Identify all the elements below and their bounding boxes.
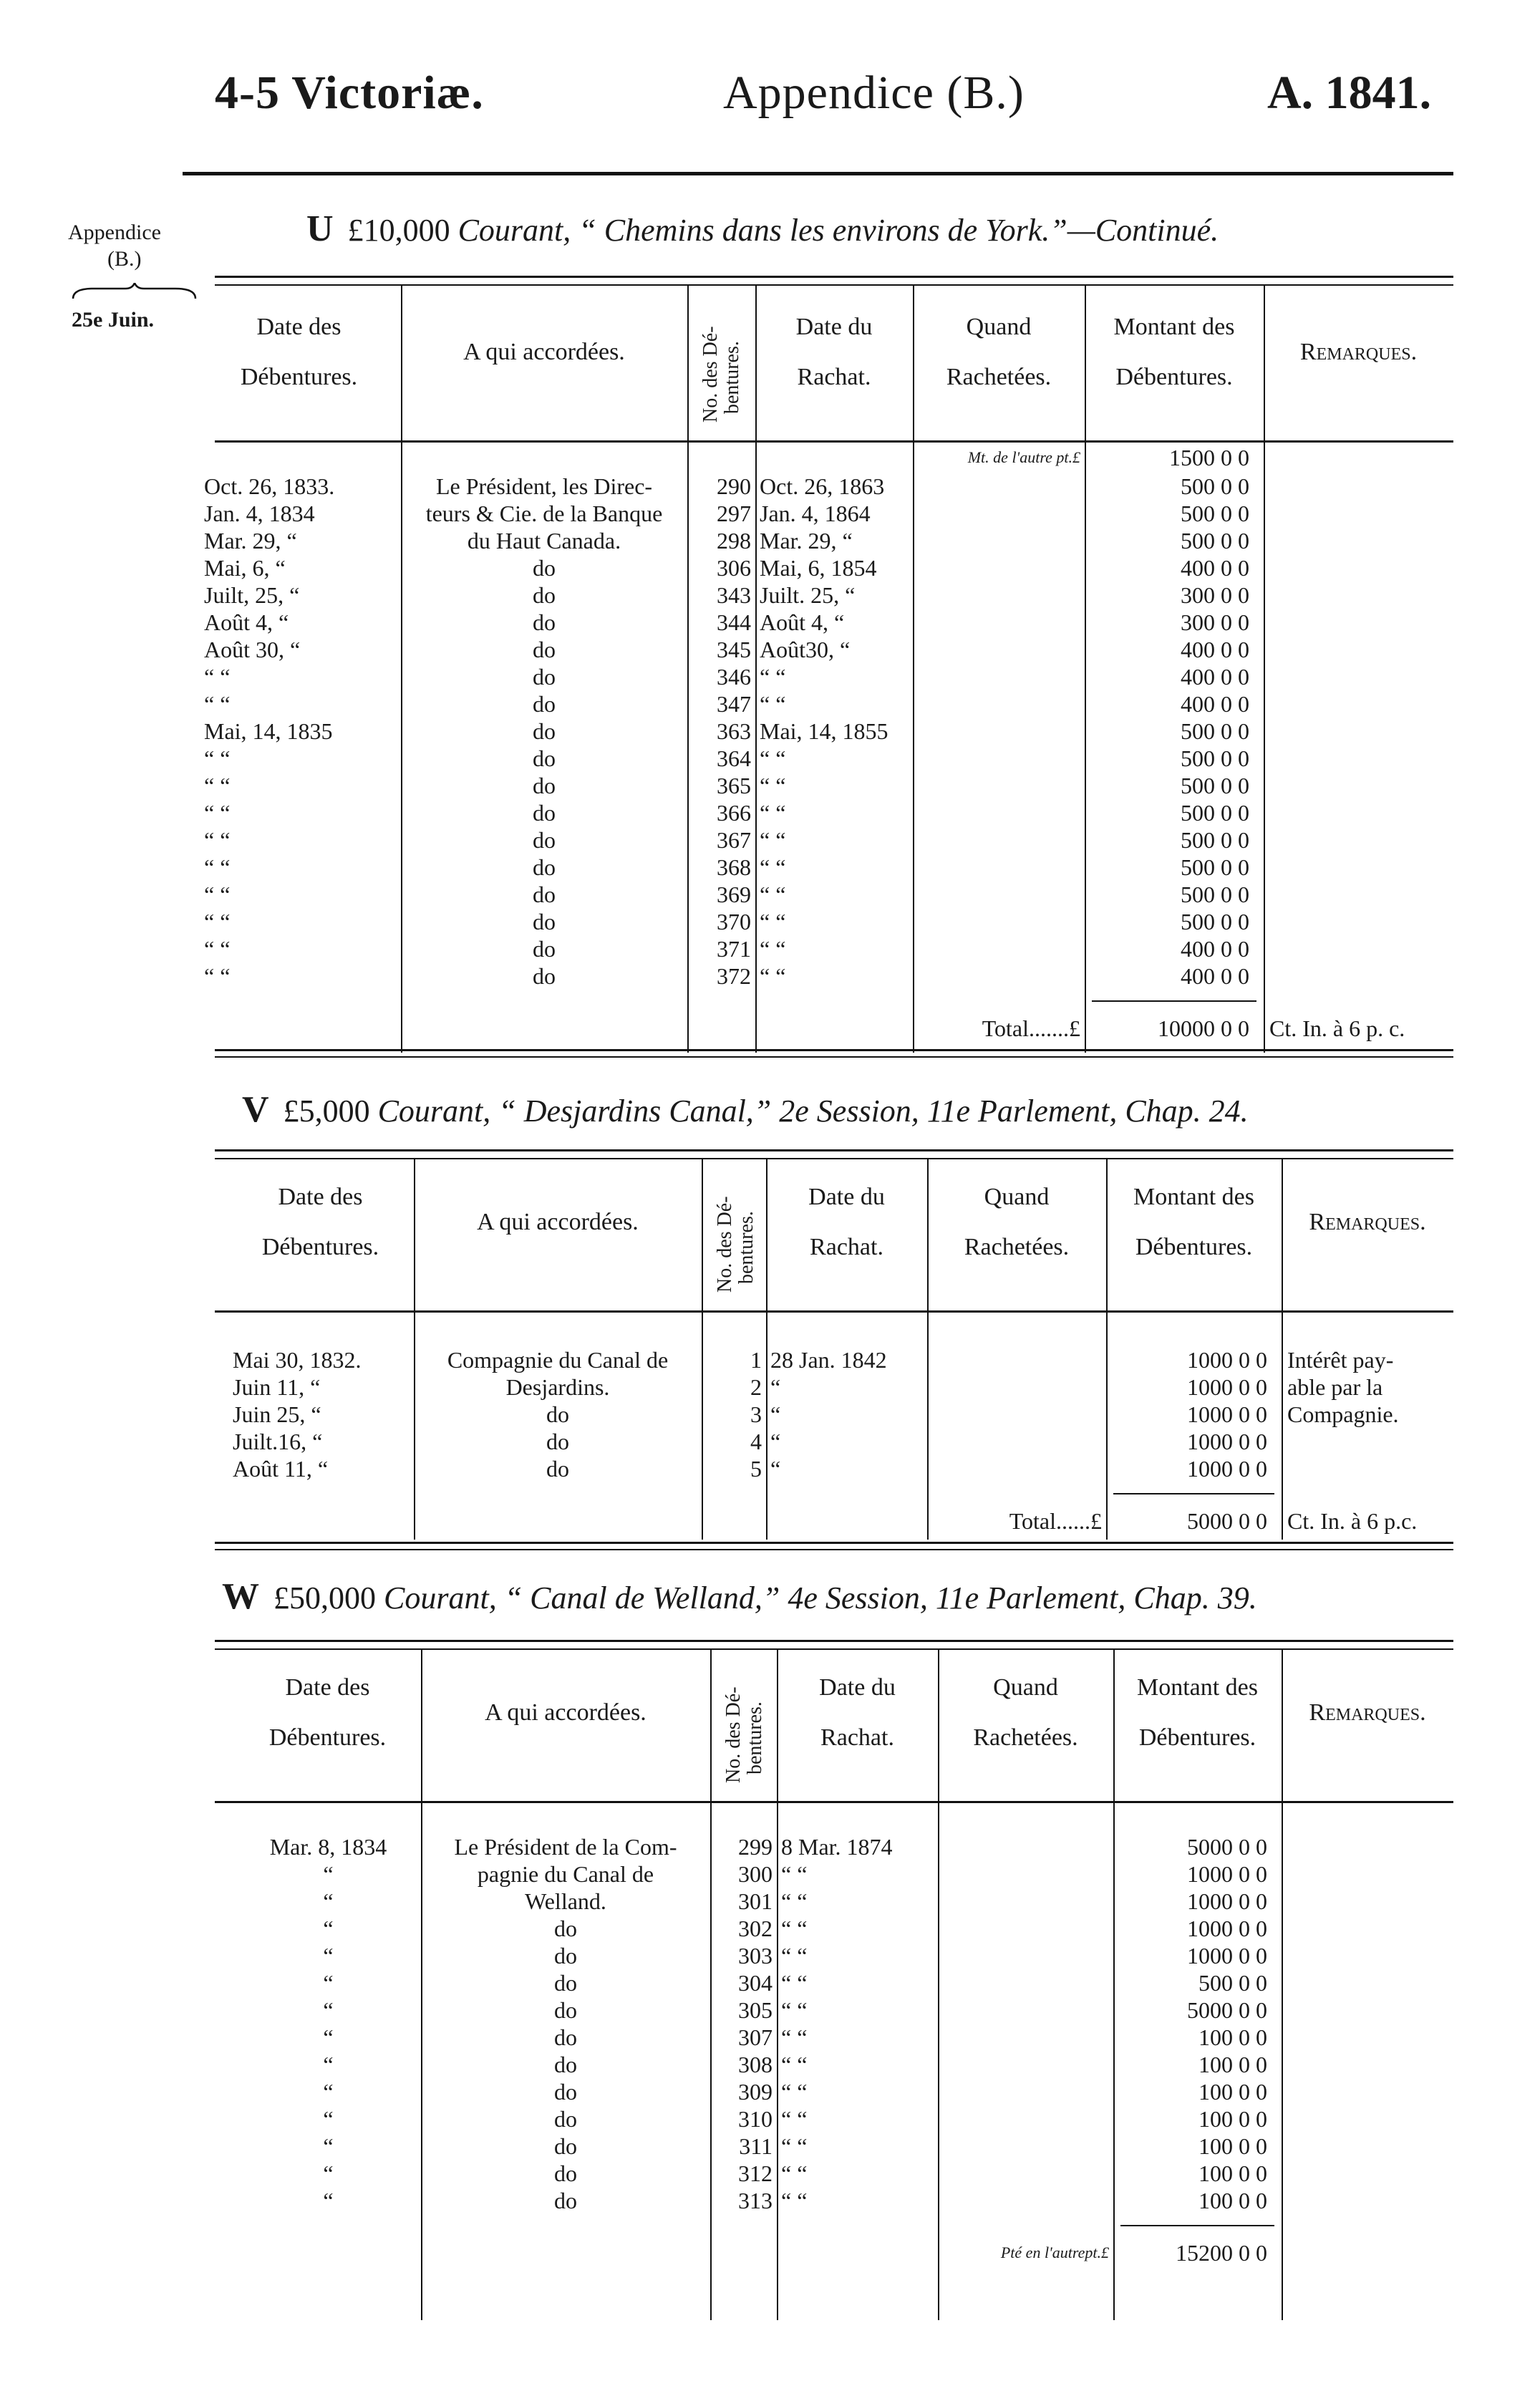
col-head-date-line2: Débentures. bbox=[261, 1234, 379, 1260]
row-date: Août 30, “ bbox=[204, 637, 301, 662]
col-head-no-line2: bentures. bbox=[744, 1701, 766, 1774]
row-rachat: Août 4, “ bbox=[760, 609, 845, 635]
row-rachat: “ “ bbox=[760, 664, 786, 690]
table-top-rule-2 bbox=[215, 1158, 1453, 1159]
row-qui: do bbox=[554, 2188, 577, 2213]
row-qui: do bbox=[533, 936, 556, 962]
col-head-qui bbox=[421, 1701, 710, 1725]
row-no: 368 bbox=[717, 854, 751, 880]
row-montant: 400 0 0 bbox=[1181, 963, 1249, 989]
column-divider bbox=[1282, 1650, 1283, 2320]
row-no: 303 bbox=[738, 1943, 773, 1969]
total-rule bbox=[1092, 1000, 1256, 1002]
row-montant: 100 0 0 bbox=[1198, 2188, 1267, 2213]
row-qui: Le Président de la Com- bbox=[454, 1834, 677, 1860]
row-qui: Le Président, les Direc- bbox=[435, 473, 653, 499]
header-bottom-rule bbox=[215, 1310, 1453, 1313]
row-date: “ “ bbox=[204, 963, 231, 989]
section-title bbox=[306, 208, 1219, 250]
col-head-rachat-line1: Date du bbox=[795, 314, 873, 340]
col-head-no-line1: No. des Dé- bbox=[714, 1196, 736, 1293]
col-head-montant-line1: Montant des bbox=[1136, 1674, 1259, 1701]
row-montant: 500 0 0 bbox=[1181, 473, 1249, 499]
row-no: 307 bbox=[738, 2024, 773, 2050]
row-rachat: “ “ bbox=[781, 2106, 808, 2132]
row-montant: 500 0 0 bbox=[1181, 718, 1249, 744]
row-no: 311 bbox=[739, 2133, 773, 2159]
row-montant: 500 0 0 bbox=[1181, 854, 1249, 880]
row-no: 365 bbox=[717, 773, 751, 798]
row-qui: do bbox=[554, 1916, 577, 1941]
row-rachat: “ “ bbox=[760, 909, 786, 934]
total-remark: Ct. In. à 6 p. c. bbox=[1269, 1015, 1405, 1041]
section-letter: W bbox=[222, 1576, 259, 1617]
row-no: 2 bbox=[750, 1374, 762, 1400]
section-title-text: Courant, “ Canal de Welland,” 4e Session, 11e Parlement, Chap. 39. bbox=[384, 1580, 1257, 1615]
row-date: “ bbox=[323, 1997, 334, 2023]
row-no: 367 bbox=[717, 827, 751, 853]
row-date: “ bbox=[323, 2079, 334, 2105]
table-bottom-rule bbox=[215, 1049, 1453, 1051]
row-qui: Compagnie du Canal de bbox=[447, 1347, 669, 1373]
row-qui: do bbox=[533, 827, 556, 853]
row-rachat: “ “ bbox=[781, 2160, 808, 2186]
col-head-quand-line1: Quand bbox=[984, 1184, 1050, 1210]
col-head-no-line2: bentures. bbox=[735, 1211, 757, 1284]
row-no: 364 bbox=[717, 745, 751, 771]
row-rachat: “ “ bbox=[760, 882, 786, 907]
row-montant: 400 0 0 bbox=[1181, 936, 1249, 962]
row-no: 5 bbox=[750, 1456, 762, 1482]
row-montant: 100 0 0 bbox=[1198, 2079, 1267, 2105]
col-head-qui-line1: A qui accordées. bbox=[463, 339, 625, 365]
row-rachat: Juilt. 25, “ bbox=[760, 582, 856, 608]
row-qui: do bbox=[554, 2024, 577, 2050]
row-no: 1 bbox=[750, 1347, 762, 1373]
section-letter: V bbox=[242, 1089, 269, 1130]
row-date: “ “ bbox=[204, 882, 231, 907]
row-date: “ “ bbox=[204, 800, 231, 826]
header-bottom-rule bbox=[215, 1801, 1453, 1803]
row-rachat: “ “ bbox=[781, 2024, 808, 2050]
row-montant: 1000 0 0 bbox=[1187, 1943, 1267, 1969]
row-no: 306 bbox=[717, 555, 751, 581]
row-qui: do bbox=[554, 1970, 577, 1996]
col-head-date-line1: Date des bbox=[285, 1674, 370, 1701]
col-head-montant bbox=[1106, 1185, 1282, 1260]
row-qui: do bbox=[533, 909, 556, 934]
total-amount: 10000 0 0 bbox=[1158, 1015, 1249, 1041]
row-date: “ bbox=[323, 1970, 334, 1996]
row-montant: 500 0 0 bbox=[1198, 1970, 1267, 1996]
carry-forward-amount: 1500 0 0 bbox=[1169, 445, 1249, 470]
header-rule bbox=[183, 172, 1453, 175]
row-qui: pagnie du Canal de bbox=[477, 1861, 654, 1887]
col-head-qui bbox=[401, 340, 687, 364]
column-divider bbox=[938, 1650, 939, 2320]
row-date: Juilt.16, “ bbox=[233, 1429, 323, 1454]
row-qui: du Haut Canada. bbox=[467, 528, 621, 554]
col-head-date bbox=[229, 1185, 412, 1260]
column-divider bbox=[913, 286, 914, 1053]
row-no: 366 bbox=[717, 800, 751, 826]
page-header-center: Appendice (B.) bbox=[723, 67, 1025, 119]
col-head-date-line1: Date des bbox=[278, 1184, 363, 1210]
row-montant: 500 0 0 bbox=[1181, 528, 1249, 554]
row-montant: 500 0 0 bbox=[1181, 800, 1249, 826]
row-qui: do bbox=[533, 745, 556, 771]
row-montant: 300 0 0 bbox=[1181, 609, 1249, 635]
row-qui: do bbox=[533, 718, 556, 744]
row-montant: 100 0 0 bbox=[1198, 2160, 1267, 2186]
row-montant: 100 0 0 bbox=[1198, 2106, 1267, 2132]
col-head-no-line1: No. des Dé- bbox=[722, 1686, 745, 1783]
row-date: “ “ bbox=[204, 936, 231, 962]
remarks-line: Intérêt pay- bbox=[1287, 1347, 1394, 1373]
row-no: 346 bbox=[717, 664, 751, 690]
row-date: “ “ bbox=[204, 909, 231, 934]
row-date: Jan. 4, 1834 bbox=[204, 501, 315, 526]
row-date: Mar. 8, 1834 bbox=[269, 1834, 387, 1860]
row-rachat: “ bbox=[770, 1429, 781, 1454]
row-qui: do bbox=[533, 555, 556, 581]
column-divider bbox=[755, 286, 757, 1053]
page-header-right: A. 1841. bbox=[1267, 67, 1432, 119]
col-head-qui-line1: A qui accordées. bbox=[477, 1209, 639, 1235]
row-rachat: “ “ bbox=[760, 963, 786, 989]
row-no: 301 bbox=[738, 1888, 773, 1914]
col-head-remarques: Remarques. bbox=[1309, 1699, 1426, 1726]
total-amount: 15200 0 0 bbox=[1176, 2240, 1267, 2266]
section-title bbox=[222, 1575, 1257, 1618]
row-date: “ “ bbox=[204, 854, 231, 880]
row-montant: 1000 0 0 bbox=[1187, 1429, 1267, 1454]
total-remark: Ct. In. à 6 p.c. bbox=[1287, 1508, 1418, 1534]
row-rachat: Mar. 29, “ bbox=[760, 528, 853, 554]
row-date: Juin 25, “ bbox=[233, 1401, 321, 1427]
section-title-text: Courant, “ Desjardins Canal,” 2e Session, 11e Parlement, Chap. 24. bbox=[377, 1093, 1249, 1129]
row-rachat: “ “ bbox=[781, 2052, 808, 2077]
row-rachat: Mai, 14, 1855 bbox=[760, 718, 888, 744]
col-head-montant bbox=[1113, 1676, 1282, 1750]
row-qui: do bbox=[546, 1456, 569, 1482]
row-date: Mai, 14, 1835 bbox=[204, 718, 333, 744]
row-montant: 1000 0 0 bbox=[1187, 1861, 1267, 1887]
row-no: 308 bbox=[738, 2052, 773, 2077]
row-rachat: “ “ bbox=[781, 1997, 808, 2023]
row-qui: do bbox=[533, 882, 556, 907]
col-head-date-line1: Date des bbox=[256, 314, 342, 340]
row-qui: do bbox=[533, 691, 556, 717]
row-rachat: “ “ bbox=[781, 1970, 808, 1996]
row-montant: 100 0 0 bbox=[1198, 2052, 1267, 2077]
total-rule bbox=[1120, 2225, 1274, 2226]
col-head-quand-line2: Rachetées. bbox=[946, 364, 1052, 390]
row-qui: Desjardins. bbox=[505, 1374, 610, 1400]
row-rachat: “ bbox=[770, 1374, 781, 1400]
row-no: 305 bbox=[738, 1997, 773, 2023]
row-date: “ bbox=[323, 2160, 334, 2186]
row-no: 369 bbox=[717, 882, 751, 907]
col-head-date-line2: Débentures. bbox=[268, 1724, 387, 1751]
row-montant: 500 0 0 bbox=[1181, 745, 1249, 771]
row-no: 304 bbox=[738, 1970, 773, 1996]
row-montant: 1000 0 0 bbox=[1187, 1888, 1267, 1914]
col-head-montant-line2: Débentures. bbox=[1135, 1234, 1253, 1260]
table-top-rule-2 bbox=[215, 1648, 1453, 1650]
row-montant: 400 0 0 bbox=[1181, 555, 1249, 581]
col-head-quand-line1: Quand bbox=[993, 1674, 1058, 1701]
row-no: 370 bbox=[717, 909, 751, 934]
col-head-montant-line2: Débentures. bbox=[1115, 364, 1233, 390]
row-montant: 400 0 0 bbox=[1181, 664, 1249, 690]
col-head-quand bbox=[938, 1676, 1113, 1750]
col-head-montant-line1: Montant des bbox=[1133, 1184, 1255, 1210]
row-rachat: “ “ bbox=[781, 2133, 808, 2159]
row-no: 345 bbox=[717, 637, 751, 662]
row-no: 372 bbox=[717, 963, 751, 989]
total-label: Total......£ bbox=[1009, 1508, 1102, 1534]
row-rachat: Jan. 4, 1864 bbox=[760, 501, 871, 526]
row-rachat: “ “ bbox=[781, 2079, 808, 2105]
row-no: 371 bbox=[717, 936, 751, 962]
row-qui: do bbox=[554, 2079, 577, 2105]
row-montant: 1000 0 0 bbox=[1187, 1374, 1267, 1400]
col-head-date bbox=[200, 315, 397, 390]
row-qui: do bbox=[554, 2052, 577, 2077]
row-rachat: 8 Mar. 1874 bbox=[781, 1834, 893, 1860]
row-no: 313 bbox=[738, 2188, 773, 2213]
total-label: Pté en l'autrept.£ bbox=[1000, 2244, 1109, 2261]
row-montant: 100 0 0 bbox=[1198, 2024, 1267, 2050]
row-rachat: “ bbox=[770, 1456, 781, 1482]
row-qui: teurs & Cie. de la Banque bbox=[425, 501, 663, 526]
section-letter: U bbox=[306, 208, 334, 249]
row-qui: do bbox=[554, 2106, 577, 2132]
row-no: 299 bbox=[738, 1834, 773, 1860]
row-no: 3 bbox=[750, 1401, 762, 1427]
row-montant: 300 0 0 bbox=[1181, 582, 1249, 608]
row-montant: 400 0 0 bbox=[1181, 691, 1249, 717]
row-rachat: “ “ bbox=[760, 800, 786, 826]
row-qui: do bbox=[533, 664, 556, 690]
row-no: 310 bbox=[738, 2106, 773, 2132]
col-head-montant-line2: Débentures. bbox=[1138, 1724, 1256, 1751]
col-head-rachat-line1: Date du bbox=[819, 1674, 896, 1701]
section-title-text: Courant, “ Chemins dans les environs de York.”—Continué. bbox=[457, 213, 1219, 248]
col-head-remarques: Remarques. bbox=[1299, 339, 1418, 365]
row-montant: 500 0 0 bbox=[1181, 882, 1249, 907]
row-no: 347 bbox=[717, 691, 751, 717]
row-montant: 1000 0 0 bbox=[1187, 1916, 1267, 1941]
row-date: Mai 30, 1832. bbox=[233, 1347, 362, 1373]
row-qui: do bbox=[546, 1429, 569, 1454]
row-rachat: Oct. 26, 1863 bbox=[760, 473, 885, 499]
row-rachat: “ “ bbox=[781, 1916, 808, 1941]
margin-ref: (B.) bbox=[107, 247, 142, 271]
row-date: “ “ bbox=[204, 827, 231, 853]
row-montant: 100 0 0 bbox=[1198, 2133, 1267, 2159]
col-head-qui bbox=[414, 1210, 702, 1235]
row-date: “ bbox=[323, 2024, 334, 2050]
row-no: 309 bbox=[738, 2079, 773, 2105]
row-no: 298 bbox=[717, 528, 751, 554]
row-qui: do bbox=[533, 963, 556, 989]
row-date: Juin 11, “ bbox=[233, 1374, 321, 1400]
row-date: “ “ bbox=[204, 773, 231, 798]
section-amount: £50,000 bbox=[273, 1580, 384, 1615]
col-head-remarques: Remarques. bbox=[1309, 1209, 1426, 1235]
row-no: 344 bbox=[717, 609, 751, 635]
row-rachat: Mai, 6, 1854 bbox=[760, 555, 877, 581]
row-rachat: “ “ bbox=[760, 854, 786, 880]
table-bottom-rule bbox=[215, 1542, 1453, 1544]
col-head-rachat-line2: Rachat. bbox=[810, 1234, 883, 1260]
remarks-line: able par la bbox=[1287, 1374, 1383, 1400]
col-head-rachat-line1: Date du bbox=[808, 1184, 885, 1210]
row-montant: 500 0 0 bbox=[1181, 773, 1249, 798]
row-date: “ bbox=[323, 2133, 334, 2159]
table-top-rule bbox=[215, 1149, 1453, 1151]
total-amount: 5000 0 0 bbox=[1187, 1508, 1267, 1534]
row-date: Août 4, “ bbox=[204, 609, 289, 635]
row-montant: 500 0 0 bbox=[1181, 827, 1249, 853]
row-date: “ bbox=[323, 2188, 334, 2213]
row-rachat: “ “ bbox=[781, 1943, 808, 1969]
remarks-line: Compagnie. bbox=[1287, 1401, 1399, 1427]
row-rachat: “ “ bbox=[760, 936, 786, 962]
row-date: “ “ bbox=[204, 745, 231, 771]
margin-brace-icon bbox=[72, 283, 197, 301]
column-divider bbox=[777, 1650, 778, 2320]
row-rachat: “ bbox=[770, 1401, 781, 1427]
carry-forward-label: Mt. de l'autre pt.£ bbox=[967, 448, 1080, 466]
row-qui: do bbox=[533, 582, 556, 608]
col-head-date bbox=[236, 1676, 419, 1750]
col-head-quand-line1: Quand bbox=[966, 314, 1032, 340]
row-date: “ bbox=[323, 2106, 334, 2132]
row-qui: do bbox=[533, 637, 556, 662]
row-montant: 1000 0 0 bbox=[1187, 1456, 1267, 1482]
total-label: Total.......£ bbox=[982, 1015, 1080, 1041]
col-head-rachat bbox=[755, 315, 913, 390]
row-montant: 5000 0 0 bbox=[1187, 1834, 1267, 1860]
row-qui: do bbox=[554, 2133, 577, 2159]
row-date: Oct. 26, 1833. bbox=[204, 473, 335, 499]
row-qui: do bbox=[533, 609, 556, 635]
row-no: 343 bbox=[717, 582, 751, 608]
col-head-montant-line1: Montant des bbox=[1113, 314, 1235, 340]
row-rachat: “ “ bbox=[781, 2188, 808, 2213]
col-head-no-line1: No. des Dé- bbox=[699, 326, 722, 422]
row-date: “ “ bbox=[204, 664, 231, 690]
row-no: 363 bbox=[717, 718, 751, 744]
row-date: Mai, 6, “ bbox=[204, 555, 286, 581]
row-date: “ bbox=[323, 1888, 334, 1914]
table-bottom-rule-2 bbox=[215, 1056, 1453, 1058]
section-amount: £5,000 bbox=[283, 1093, 378, 1129]
row-montant: 1000 0 0 bbox=[1187, 1347, 1267, 1373]
col-head-montant bbox=[1085, 315, 1264, 390]
row-rachat: “ “ bbox=[760, 745, 786, 771]
col-head-rachat bbox=[766, 1185, 927, 1260]
row-montant: 5000 0 0 bbox=[1187, 1997, 1267, 2023]
row-no: 300 bbox=[738, 1861, 773, 1887]
row-date: Août 11, “ bbox=[233, 1456, 329, 1482]
col-head-rachat-line2: Rachat. bbox=[820, 1724, 894, 1751]
col-head-no-line2: bentures. bbox=[721, 341, 743, 414]
section-amount: £10,000 bbox=[347, 213, 458, 248]
row-qui: do bbox=[533, 854, 556, 880]
row-montant: 500 0 0 bbox=[1181, 501, 1249, 526]
row-no: 290 bbox=[717, 473, 751, 499]
page-header-left: 4-5 Victoriæ. bbox=[215, 67, 484, 119]
row-qui: do bbox=[533, 800, 556, 826]
row-rachat: “ “ bbox=[781, 1861, 808, 1887]
col-head-quand-line2: Rachetées. bbox=[973, 1724, 1078, 1751]
row-qui: do bbox=[554, 1943, 577, 1969]
table-bottom-rule-2 bbox=[215, 1549, 1453, 1550]
row-date: Juilt, 25, “ bbox=[204, 582, 300, 608]
table-top-rule bbox=[215, 276, 1453, 278]
row-rachat: “ “ bbox=[760, 691, 786, 717]
table-top-rule bbox=[215, 1640, 1453, 1642]
row-rachat: “ “ bbox=[760, 827, 786, 853]
row-montant: 1000 0 0 bbox=[1187, 1401, 1267, 1427]
row-qui: do bbox=[554, 2160, 577, 2186]
row-date: “ bbox=[323, 1861, 334, 1887]
row-no: 4 bbox=[750, 1429, 762, 1454]
col-head-date-line2: Débentures. bbox=[240, 364, 358, 390]
row-montant: 500 0 0 bbox=[1181, 909, 1249, 934]
row-montant: 400 0 0 bbox=[1181, 637, 1249, 662]
col-head-qui-line1: A qui accordées. bbox=[485, 1699, 646, 1726]
row-qui: Welland. bbox=[525, 1888, 606, 1914]
row-no: 302 bbox=[738, 1916, 773, 1941]
row-no: 297 bbox=[717, 501, 751, 526]
col-head-quand bbox=[927, 1185, 1106, 1260]
row-qui: do bbox=[533, 773, 556, 798]
margin-appendix: Appendice bbox=[68, 221, 161, 244]
column-divider bbox=[1264, 286, 1265, 1053]
col-head-rachat-line2: Rachat. bbox=[797, 364, 871, 390]
col-head-rachat bbox=[777, 1676, 938, 1750]
row-date: “ bbox=[323, 1943, 334, 1969]
row-qui: do bbox=[546, 1401, 569, 1427]
row-qui: do bbox=[554, 1997, 577, 2023]
section-title bbox=[242, 1088, 1249, 1131]
row-date: “ bbox=[323, 1916, 334, 1941]
row-date: “ bbox=[323, 2052, 334, 2077]
total-rule bbox=[1113, 1493, 1274, 1494]
row-rachat: “ “ bbox=[781, 1888, 808, 1914]
margin-date: 25e Juin. bbox=[72, 308, 155, 332]
col-head-quand bbox=[913, 315, 1085, 390]
col-head-quand-line2: Rachetées. bbox=[964, 1234, 1070, 1260]
row-date: Mar. 29, “ bbox=[204, 528, 297, 554]
row-date: “ “ bbox=[204, 691, 231, 717]
row-rachat: “ “ bbox=[760, 773, 786, 798]
row-rachat: 28 Jan. 1842 bbox=[770, 1347, 887, 1373]
row-rachat: Août30, “ bbox=[760, 637, 851, 662]
row-no: 312 bbox=[738, 2160, 773, 2186]
